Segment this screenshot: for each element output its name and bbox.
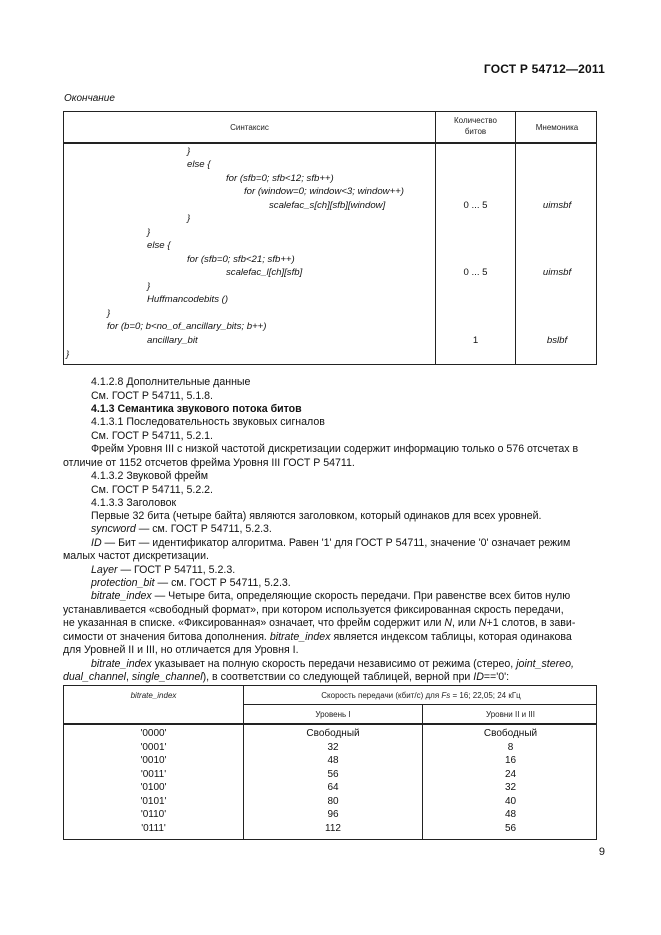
bitrate-value-cell: Свободный <box>483 728 538 739</box>
term: N <box>444 617 453 629</box>
text-span: является индексом таблицы, которая одинакова <box>330 631 572 643</box>
syntax-line: } <box>187 213 191 224</box>
header-bits-line1: Количество <box>454 116 497 125</box>
text-span: не указанная в списке. «Фиксированная» означает, что фрейм содержит или <box>63 617 445 629</box>
syntax-line: scalefac_l[ch][sfb] <box>226 267 303 278</box>
syntax-line: } <box>147 227 151 238</box>
text-span: — см. ГОСТ Р 54711, 5.2.3. <box>135 523 272 535</box>
text-span: = 16; 22,05; 24 кГц <box>450 691 521 700</box>
bitrate-index-cell: '0010' <box>140 755 167 766</box>
header-bitrate-span <box>244 691 598 700</box>
term: syncword <box>91 523 136 535</box>
header-bitrate-index: bitrate_index <box>130 691 177 700</box>
text-span: — ГОСТ Р 54711, 5.2.3. <box>117 564 236 576</box>
term: bitrate_index <box>91 658 152 670</box>
bits-value: 0 ... 5 <box>463 200 488 211</box>
text-span: Скорость передачи (кбит/с) для <box>321 691 442 700</box>
term: bitrate_index <box>269 631 331 643</box>
paragraph <box>63 617 575 630</box>
bitrate-index-cell: '0001' <box>140 741 167 753</box>
term: ID <box>473 671 484 683</box>
bitrate-value-cell: 16 <box>504 755 517 766</box>
mnemonic-value: uimsbf <box>542 267 572 278</box>
bitrate-value-cell: 48 <box>327 755 339 766</box>
term: Fs <box>441 691 451 700</box>
text-span: указывает на полную скорость передачи независимо от режима (стерео, <box>151 658 517 670</box>
bitrate-value-cell: 32 <box>327 741 339 753</box>
continuation-label: Окончание <box>64 93 115 104</box>
syntax-line: scalefac_s[ch][sfb][window] <box>269 200 386 211</box>
bitrate-index-cell: '0100' <box>140 782 167 793</box>
bits-value: 0 ... 5 <box>463 267 488 278</box>
bitrate-value-cell: 48 <box>504 809 517 820</box>
bitrate-value-cell: 40 <box>504 795 517 807</box>
term: bitrate_index <box>91 590 152 602</box>
bitrate-table <box>63 685 597 840</box>
bitrate-value-cell: 32 <box>504 782 517 793</box>
column-divider <box>515 112 516 364</box>
term: joint_stereo, <box>516 658 574 670</box>
term: ID <box>91 537 102 549</box>
bitrate-value-cell: 80 <box>327 795 339 807</box>
text-span: =='0': <box>483 671 510 683</box>
syntax-line: Huffmancodebits () <box>147 294 229 305</box>
text-span: — Бит — идентификатор алгоритма. Равен '1' для ГОСТ Р 54711, значение '0' означает режим <box>101 537 571 549</box>
term: dual_channel <box>63 671 127 683</box>
syntax-line: } <box>107 308 111 319</box>
syntax-line: for (sfb=0; sfb<21; sfb++) <box>187 254 295 265</box>
bitrate-index-cell: '0000' <box>140 728 167 739</box>
bitrate-value-cell: Свободный <box>306 728 360 739</box>
section-heading: 4.1.3 Семантика звукового потока битов <box>91 403 302 415</box>
term: Layer <box>91 564 118 576</box>
bits-value: 1 <box>472 335 479 346</box>
syntax-line: } <box>66 349 70 360</box>
text-span: , <box>126 671 132 683</box>
term: N <box>478 617 487 629</box>
bitrate-index-cell: '0111' <box>141 822 166 834</box>
bitrate-value-cell: 24 <box>504 768 517 780</box>
bitrate-value-cell: 64 <box>327 782 339 793</box>
paragraph: См. ГОСТ Р 54711, 5.2.1. <box>91 430 213 442</box>
paragraph: для Уровней II и III, но отличается для Уровня I. <box>63 644 299 656</box>
text-span: — см. ГОСТ Р 54711, 5.2.3. <box>154 577 291 589</box>
syntax-line: } <box>147 281 151 292</box>
paragraph: 4.1.3.2 Звуковой фрейм <box>91 470 209 482</box>
paragraph: 4.1.3.3 Заголовок <box>91 497 177 509</box>
text-span: +1 слотов, в зави- <box>486 617 576 629</box>
text-span: ), в соответствии со следующей таблицей, верной при <box>202 671 474 683</box>
table-header-divider <box>64 142 596 144</box>
paragraph: устанавливается «свободный формат», при котором используется фиксированная скрость передачи, <box>63 604 564 616</box>
paragraph <box>91 658 574 671</box>
paragraph <box>63 671 509 684</box>
header-syntax: Синтаксис <box>230 123 269 132</box>
paragraph <box>91 564 235 577</box>
paragraph <box>91 577 291 590</box>
term: single_channel <box>131 671 203 683</box>
paragraph: См. ГОСТ Р 54711, 5.2.2. <box>91 484 213 496</box>
header-level1: Уровень I <box>315 710 351 719</box>
mnemonic-value: uimsbf <box>542 200 572 211</box>
header-bits-line2: битов <box>464 127 487 136</box>
paragraph: малых частот дискретизации. <box>63 550 209 562</box>
document-id: ГОСТ Р 54712—2011 <box>483 62 605 76</box>
table-header-divider <box>64 723 596 725</box>
paragraph <box>91 537 570 550</box>
paragraph: См. ГОСТ Р 54711, 5.1.8. <box>91 390 213 402</box>
syntax-table <box>63 111 597 365</box>
text-span: — Четыре бита, определяющие скорость передачи. При равенстве всех битов нулю <box>151 590 571 602</box>
paragraph <box>91 523 272 536</box>
paragraph: 4.1.2.8 Дополнительные данные <box>91 376 251 388</box>
bitrate-value-cell: 56 <box>504 822 517 834</box>
paragraph: 4.1.3.1 Последовательность звуковых сигналов <box>91 416 325 428</box>
paragraph <box>63 631 572 644</box>
header-level23: Уровни II и III <box>485 710 535 719</box>
bitrate-index-cell: '0101' <box>140 795 167 807</box>
syntax-line: for (window=0; window<3; window++) <box>244 186 404 197</box>
bitrate-value-cell: 8 <box>507 741 514 753</box>
term: protection_bit <box>91 577 155 589</box>
text-span: , или <box>452 617 479 629</box>
syntax-line: for (sfb=0; sfb<12; sfb++) <box>226 173 334 184</box>
row-divider <box>243 704 596 705</box>
bitrate-value-cell: 96 <box>327 809 339 820</box>
syntax-line: else { <box>187 159 211 170</box>
syntax-line: for (b=0; b<no_of_ancillary_bits; b++) <box>107 321 267 332</box>
paragraph: Фрейм Уровня III с низкой частотой дискретизации содержит информацию только о 576 отсчетах в <box>91 443 579 455</box>
text-span: симости от значения битова дополнения. <box>63 631 270 643</box>
bitrate-value-cell: 56 <box>327 768 339 780</box>
bitrate-index-cell: '0110' <box>140 809 167 820</box>
syntax-line: ancillary_bit <box>147 335 198 346</box>
bitrate-index-cell: '0011' <box>140 768 167 780</box>
syntax-line: else { <box>147 240 171 251</box>
column-divider <box>435 112 436 364</box>
bitrate-value-cell: 112 <box>325 822 341 834</box>
mnemonic-value: bslbf <box>546 335 568 346</box>
paragraph: Первые 32 бита (четыре байта) являются заголовком, который одинаков для всех уровней. <box>91 510 542 522</box>
paragraph: отличие от 1152 отсчетов фрейма Уровня III ГОСТ Р 54711. <box>63 457 355 469</box>
paragraph <box>91 590 570 603</box>
header-mnemonic: Мнемоника <box>535 123 579 132</box>
syntax-line: } <box>187 146 191 157</box>
page-number: 9 <box>598 846 605 858</box>
